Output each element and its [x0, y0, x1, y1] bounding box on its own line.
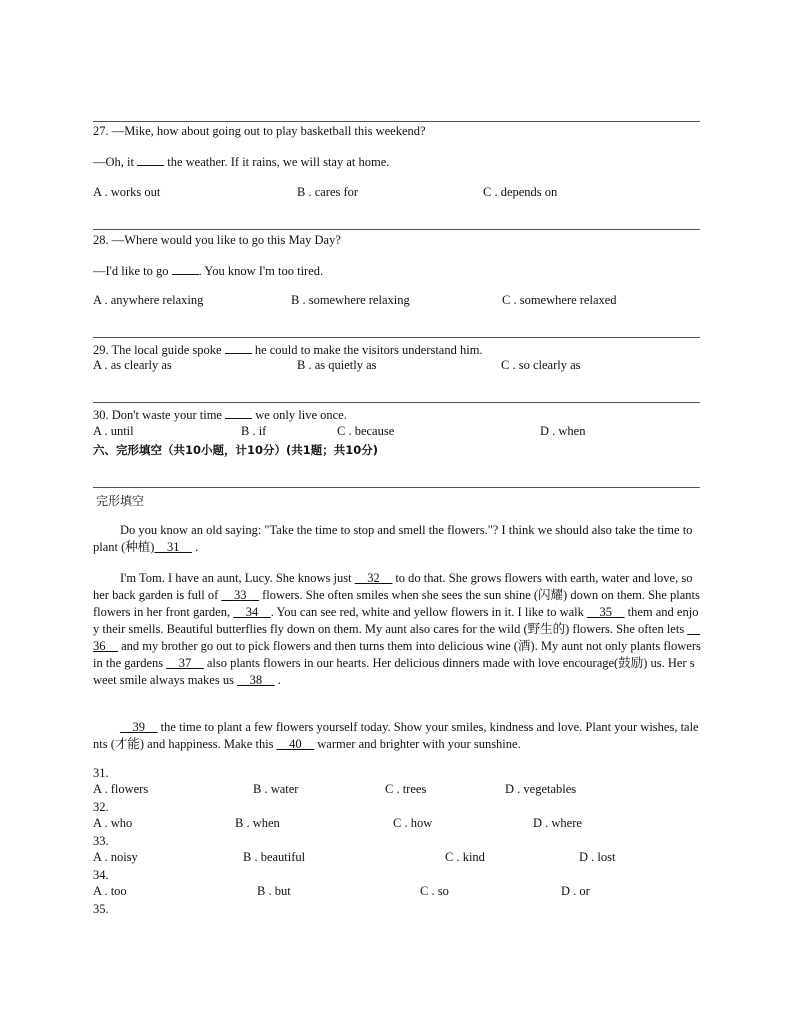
- option-34-b[interactable]: B . but: [257, 884, 291, 898]
- question-27-reply: —Oh, it the weather. If it rains, we will stay at home.: [93, 155, 390, 169]
- option-30-c[interactable]: C . because: [337, 424, 395, 438]
- option-28-b[interactable]: B . somewhere relaxing: [291, 293, 410, 307]
- option-27-b[interactable]: B . cares for: [297, 185, 359, 199]
- option-29-a[interactable]: A . as clearly as: [93, 358, 172, 372]
- option-32-c[interactable]: C . how: [393, 816, 433, 830]
- passage-paragraph-3: __39__ the time to plant a few flowers yourself today. Show your smiles, kindness and love. Plant your wishes, talents (才能) and happiness. Make this __40__ warmer and brighter with your sunshine.: [93, 720, 699, 751]
- divider: [93, 402, 700, 403]
- option-30-b[interactable]: B . if: [241, 424, 267, 438]
- option-27-c[interactable]: C . depends on: [483, 185, 558, 199]
- blank-32: __32__: [354, 571, 393, 585]
- answer-blank: [225, 407, 252, 419]
- passage-paragraph-1: Do you know an old saying: "Take the time to stop and smell the flowers."? I think we should also take the time to plant (种植)__31__ .: [93, 523, 693, 554]
- option-32-a[interactable]: A . who: [93, 816, 133, 830]
- blank-35: __35__: [587, 605, 625, 619]
- question-30-stem: 30. Don't waste your time we only live once.: [93, 408, 347, 422]
- question-number-35: 35.: [93, 902, 109, 916]
- section-title: 六、完形填空（共10小题，计10分）(共1题；共10分): [93, 443, 379, 457]
- option-31-c[interactable]: C . trees: [385, 782, 427, 796]
- option-33-b[interactable]: B . beautiful: [243, 850, 306, 864]
- option-28-c[interactable]: C . somewhere relaxed: [502, 293, 617, 307]
- option-30-a[interactable]: A . until: [93, 424, 134, 438]
- option-32-d[interactable]: D . where: [533, 816, 582, 830]
- option-31-b[interactable]: B . water: [253, 782, 299, 796]
- question-28-stem: 28. —Where would you like to go this May Day?: [93, 233, 341, 247]
- question-number-33: 33.: [93, 834, 109, 848]
- question-28-reply: —I'd like to go . You know I'm too tired.: [93, 264, 324, 278]
- question-29-stem: 29. The local guide spoke he could to make the visitors understand him.: [93, 343, 483, 357]
- option-34-c[interactable]: C . so: [420, 884, 449, 898]
- answer-blank: [172, 263, 199, 275]
- option-31-d[interactable]: D . vegetables: [505, 782, 577, 796]
- option-33-d[interactable]: D . lost: [579, 850, 616, 864]
- option-30-d[interactable]: D . when: [540, 424, 586, 438]
- option-27-a[interactable]: A . works out: [93, 185, 161, 199]
- cloze-heading: 完形填空: [96, 494, 145, 508]
- option-33-a[interactable]: A . noisy: [93, 850, 138, 864]
- option-28-a[interactable]: A . anywhere relaxing: [93, 293, 204, 307]
- option-33-c[interactable]: C . kind: [445, 850, 485, 864]
- blank-31: __31__: [154, 540, 192, 554]
- blank-33: __33__: [221, 588, 259, 602]
- blank-40: __40__: [276, 737, 315, 751]
- question-27-stem: 27. —Mike, how about going out to play basketball this weekend?: [93, 124, 426, 138]
- question-number-34: 34.: [93, 868, 109, 882]
- option-29-b[interactable]: B . as quietly as: [297, 358, 377, 372]
- answer-blank: [137, 154, 164, 166]
- answer-blank: [225, 342, 252, 354]
- blank-37: __37__: [166, 656, 204, 670]
- option-29-c[interactable]: C . so clearly as: [501, 358, 581, 372]
- option-34-a[interactable]: A . too: [93, 884, 127, 898]
- divider: [93, 487, 700, 488]
- question-number-32: 32.: [93, 800, 109, 814]
- option-32-b[interactable]: B . when: [235, 816, 280, 830]
- blank-36: __36__: [93, 622, 700, 653]
- option-31-a[interactable]: A . flowers: [93, 782, 149, 796]
- divider: [93, 229, 700, 230]
- blank-34: __34__: [233, 605, 271, 619]
- blank-38: __38__: [237, 673, 275, 687]
- blank-39: __39__: [120, 720, 158, 734]
- divider: [93, 121, 700, 122]
- question-number-31: 31.: [93, 766, 109, 780]
- divider: [93, 337, 700, 338]
- passage-paragraph-2: I'm Tom. I have an aunt, Lucy. She knows just __32__ to do that. She grows flowers with earth, water and love, so her back garden is full of __33__ flowers. She often smiles when she sees the sun shine (闪耀) down on them. She plants flowers in her front garden, __34__. You can see red, white and yellow flowers in it. I like to walk __35__ them and enjoy their smells. Beautiful butterflies fly down on them. My aunt also cares for the wild (野生的) flowers. She often lets __36__ and my brother go out to pick flowers and then turns them into delicious wine (酒). My aunt not only plants flowers in the gardens __37__ also plants flowers in our hearts. Her delicious dinners made with love encourage(鼓励) us. Her sweet smile always makes us __38__ .: [93, 571, 701, 687]
- option-34-d[interactable]: D . or: [561, 884, 590, 898]
